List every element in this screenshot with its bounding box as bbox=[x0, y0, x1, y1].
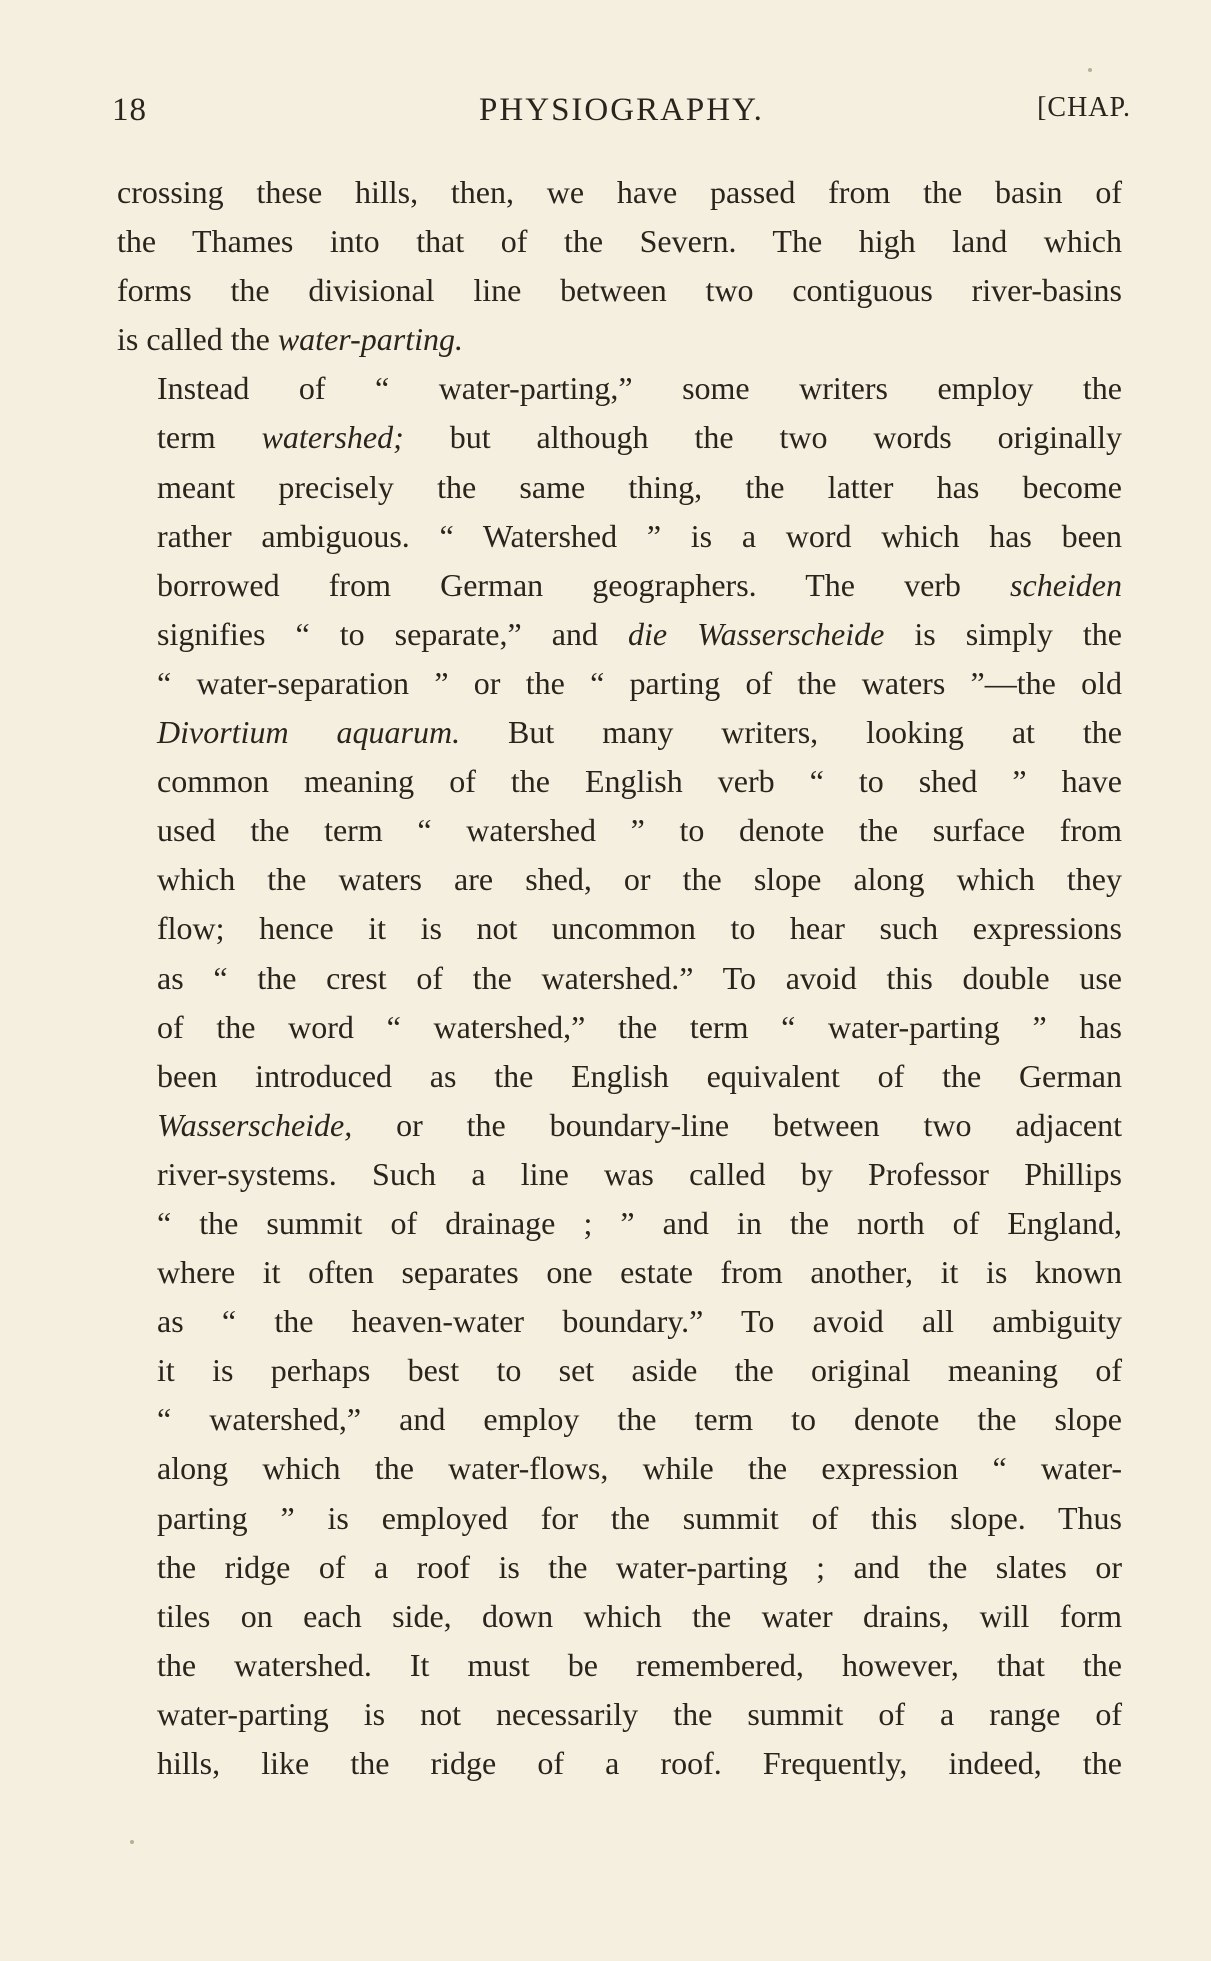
text-line bbox=[117, 1690, 1122, 1739]
paragraph bbox=[117, 168, 1122, 364]
text-line bbox=[117, 561, 1122, 610]
text-line bbox=[117, 855, 1122, 904]
text-run: river-systems. Such a line was called by Professor Phillips bbox=[157, 1155, 1122, 1192]
text-run: tiles on each side, down which the water drains, will form bbox=[157, 1597, 1122, 1634]
text-line bbox=[117, 1248, 1122, 1297]
text-run: forms the divisional line between two contiguous river-basins bbox=[117, 272, 1122, 309]
text-run: as “ the heaven-water boundary.” To avoid all ambiguity bbox=[157, 1303, 1122, 1340]
text-line bbox=[117, 512, 1122, 561]
text-run: meant precisely the same thing, the latter has become bbox=[157, 468, 1122, 505]
text-run: signifies “ to separate,” and bbox=[157, 615, 628, 652]
paper-speck bbox=[130, 1840, 134, 1844]
text-run: it is perhaps best to set aside the original meaning of bbox=[157, 1352, 1122, 1389]
text-run: been introduced as the English equivalent of the German bbox=[157, 1057, 1122, 1094]
page-number: 18 bbox=[112, 92, 147, 128]
text-line bbox=[117, 1494, 1122, 1543]
text-run: “ the summit of drainage ; ” and in the north of England, bbox=[157, 1204, 1122, 1241]
paragraph bbox=[117, 364, 1122, 1788]
text-line bbox=[117, 168, 1122, 217]
italic-text: watershed; bbox=[261, 419, 404, 456]
text-line bbox=[117, 1052, 1122, 1101]
text-run: Instead of “ water-parting,” some writers employ the bbox=[157, 370, 1122, 407]
text-line bbox=[117, 1543, 1122, 1592]
text-run: “ watershed,” and employ the term to denote the slope bbox=[157, 1401, 1122, 1438]
text-run: the ridge of a roof is the water-parting ; and the slates or bbox=[157, 1548, 1122, 1585]
text-line bbox=[117, 1592, 1122, 1641]
text-run: the Thames into that of the Severn. The high land which bbox=[117, 223, 1122, 260]
text-line bbox=[117, 1739, 1122, 1788]
text-line bbox=[117, 217, 1122, 266]
text-line bbox=[117, 1297, 1122, 1346]
paper-speck bbox=[1088, 68, 1092, 72]
text-run: borrowed from German geographers. The verb bbox=[157, 566, 1011, 603]
text-run: as “ the crest of the watershed.” To avoid this double use bbox=[157, 959, 1122, 996]
italic-text: Wasserscheide, bbox=[157, 1106, 353, 1143]
text-line bbox=[117, 708, 1122, 757]
text-line bbox=[117, 364, 1122, 413]
text-line bbox=[117, 1346, 1122, 1395]
text-line bbox=[117, 954, 1122, 1003]
text-run: hills, like the ridge of a roof. Frequently, indeed, the bbox=[157, 1745, 1122, 1781]
text-line bbox=[117, 1395, 1122, 1444]
text-run: or the boundary-line between two adjacent bbox=[352, 1106, 1122, 1143]
text-run: is simply the bbox=[884, 615, 1123, 652]
text-line bbox=[117, 904, 1122, 953]
text-line bbox=[117, 1003, 1122, 1052]
text-line bbox=[117, 1101, 1122, 1150]
text-line bbox=[117, 463, 1122, 512]
text-run: water-parting is not necessarily the summit of a range of bbox=[157, 1695, 1122, 1732]
text-run: flow; hence it is not uncommon to hear such expressions bbox=[157, 910, 1122, 947]
text-line bbox=[117, 1641, 1122, 1690]
text-line bbox=[117, 1199, 1122, 1248]
text-run: which the waters are shed, or the slope along which they bbox=[157, 861, 1122, 898]
italic-text: scheiden bbox=[1010, 566, 1122, 603]
text-run: is called the bbox=[117, 321, 278, 358]
text-run: where it often separates one estate from another, it is known bbox=[157, 1254, 1122, 1291]
text-run: the watershed. It must be remembered, however, that the bbox=[157, 1646, 1122, 1683]
page-header bbox=[112, 92, 1131, 144]
text-line bbox=[117, 659, 1122, 708]
chapter-label: [CHAP. bbox=[1037, 92, 1131, 123]
italic-text: water-parting. bbox=[277, 321, 463, 358]
text-line bbox=[117, 266, 1122, 315]
text-line bbox=[117, 1150, 1122, 1199]
text-line bbox=[117, 413, 1122, 462]
text-run: along which the water-flows, while the expression “ water- bbox=[157, 1450, 1122, 1487]
text-line bbox=[117, 610, 1122, 659]
text-run: but although the two words originally bbox=[403, 419, 1123, 456]
italic-text: die Wasserscheide bbox=[627, 615, 885, 652]
text-line bbox=[117, 1444, 1122, 1493]
text-run: term bbox=[157, 419, 262, 456]
text-run: common meaning of the English verb “ to shed ” have bbox=[157, 763, 1122, 800]
text-run: of the word “ watershed,” the term “ water-parting ” has bbox=[157, 1008, 1122, 1045]
text-run: used the term “ watershed ” to denote the surface from bbox=[157, 812, 1122, 849]
text-run: “ water-separation ” or the “ parting of the waters ”—the old bbox=[157, 664, 1122, 701]
text-run: crossing these hills, then, we have passed from the basin of bbox=[117, 174, 1122, 210]
running-title: PHYSIOGRAPHY. bbox=[479, 92, 764, 128]
text-run: rather ambiguous. “ Watershed ” is a word which has been bbox=[157, 517, 1122, 554]
text-run: parting ” is employed for the summit of this slope. Thus bbox=[157, 1499, 1122, 1536]
text-line bbox=[117, 806, 1122, 855]
text-line bbox=[117, 315, 1122, 364]
body-text bbox=[117, 168, 1122, 1788]
text-line bbox=[117, 757, 1122, 806]
text-run: But many writers, looking at the bbox=[460, 714, 1123, 751]
italic-text: Divortium aquarum. bbox=[157, 714, 461, 751]
